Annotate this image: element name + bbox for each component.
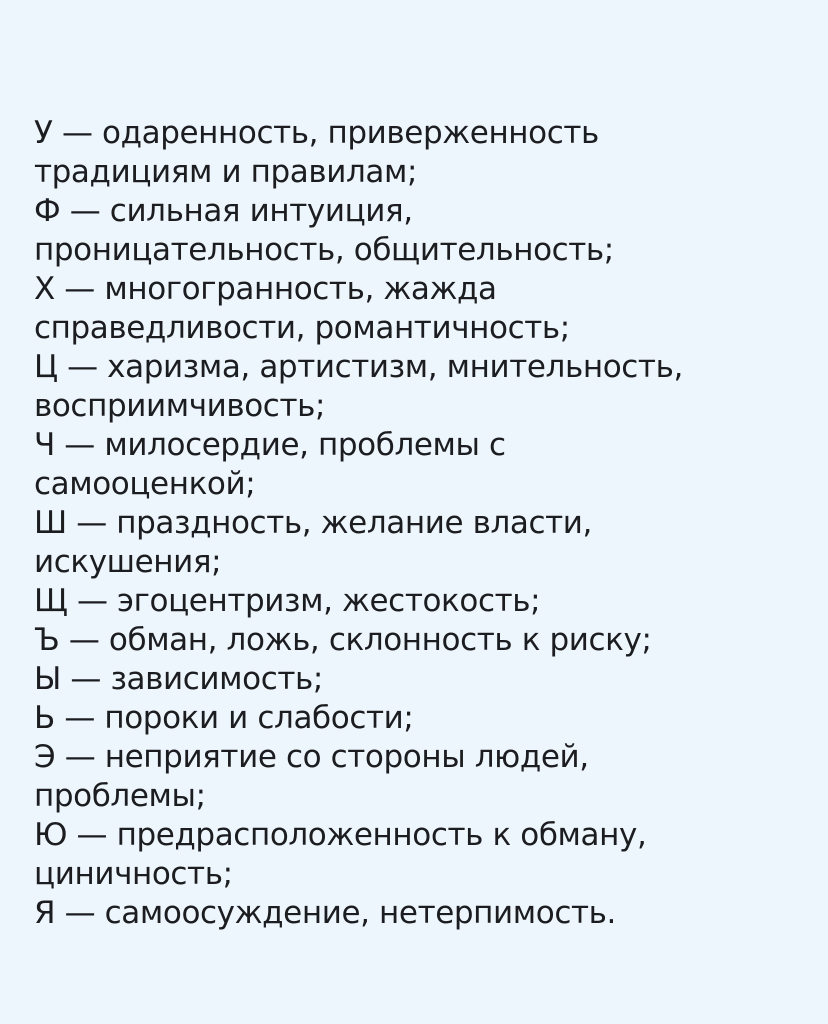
text-line-hard-sign: Ъ — обман, ложь, склонность к риску;	[34, 622, 652, 658]
letter-meanings-text	[34, 114, 814, 933]
text-line-yu-1: Ю — предрасположенность к обману,	[34, 817, 647, 853]
text-line-ya: Я — самоосуждение, нетерпимость.	[34, 895, 616, 931]
text-line-e-2: проблемы;	[34, 778, 206, 814]
text-line-yu-2: циничность;	[34, 856, 233, 892]
text-line-ts-2: восприимчивость;	[34, 388, 326, 424]
text-line-u-2: традициям и правилам;	[34, 154, 418, 190]
text-line-ch-2: самооценкой;	[34, 466, 256, 502]
text-line-kh-1: Х — многогранность, жажда	[34, 271, 497, 307]
text-line-y: Ы — зависимость;	[34, 661, 323, 697]
text-line-shch: Щ — эгоцентризм, жестокость;	[34, 583, 541, 619]
text-line-e-1: Э — неприятие со стороны людей,	[34, 739, 589, 775]
text-line-soft-sign: Ь — пороки и слабости;	[34, 700, 414, 736]
text-line-ts-1: Ц — харизма, артистизм, мнительность,	[34, 349, 683, 385]
text-line-sh-2: искушения;	[34, 544, 222, 580]
text-line-f-2: проницательность, общительность;	[34, 232, 614, 268]
text-line-sh-1: Ш — праздность, желание власти,	[34, 505, 592, 541]
text-line-ch-1: Ч — милосердие, проблемы с	[34, 427, 506, 463]
text-line-u-1: У — одаренность, приверженность	[34, 115, 599, 151]
text-line-f-1: Ф — сильная интуиция,	[34, 193, 413, 229]
text-line-kh-2: справедливости, романтичность;	[34, 310, 570, 346]
